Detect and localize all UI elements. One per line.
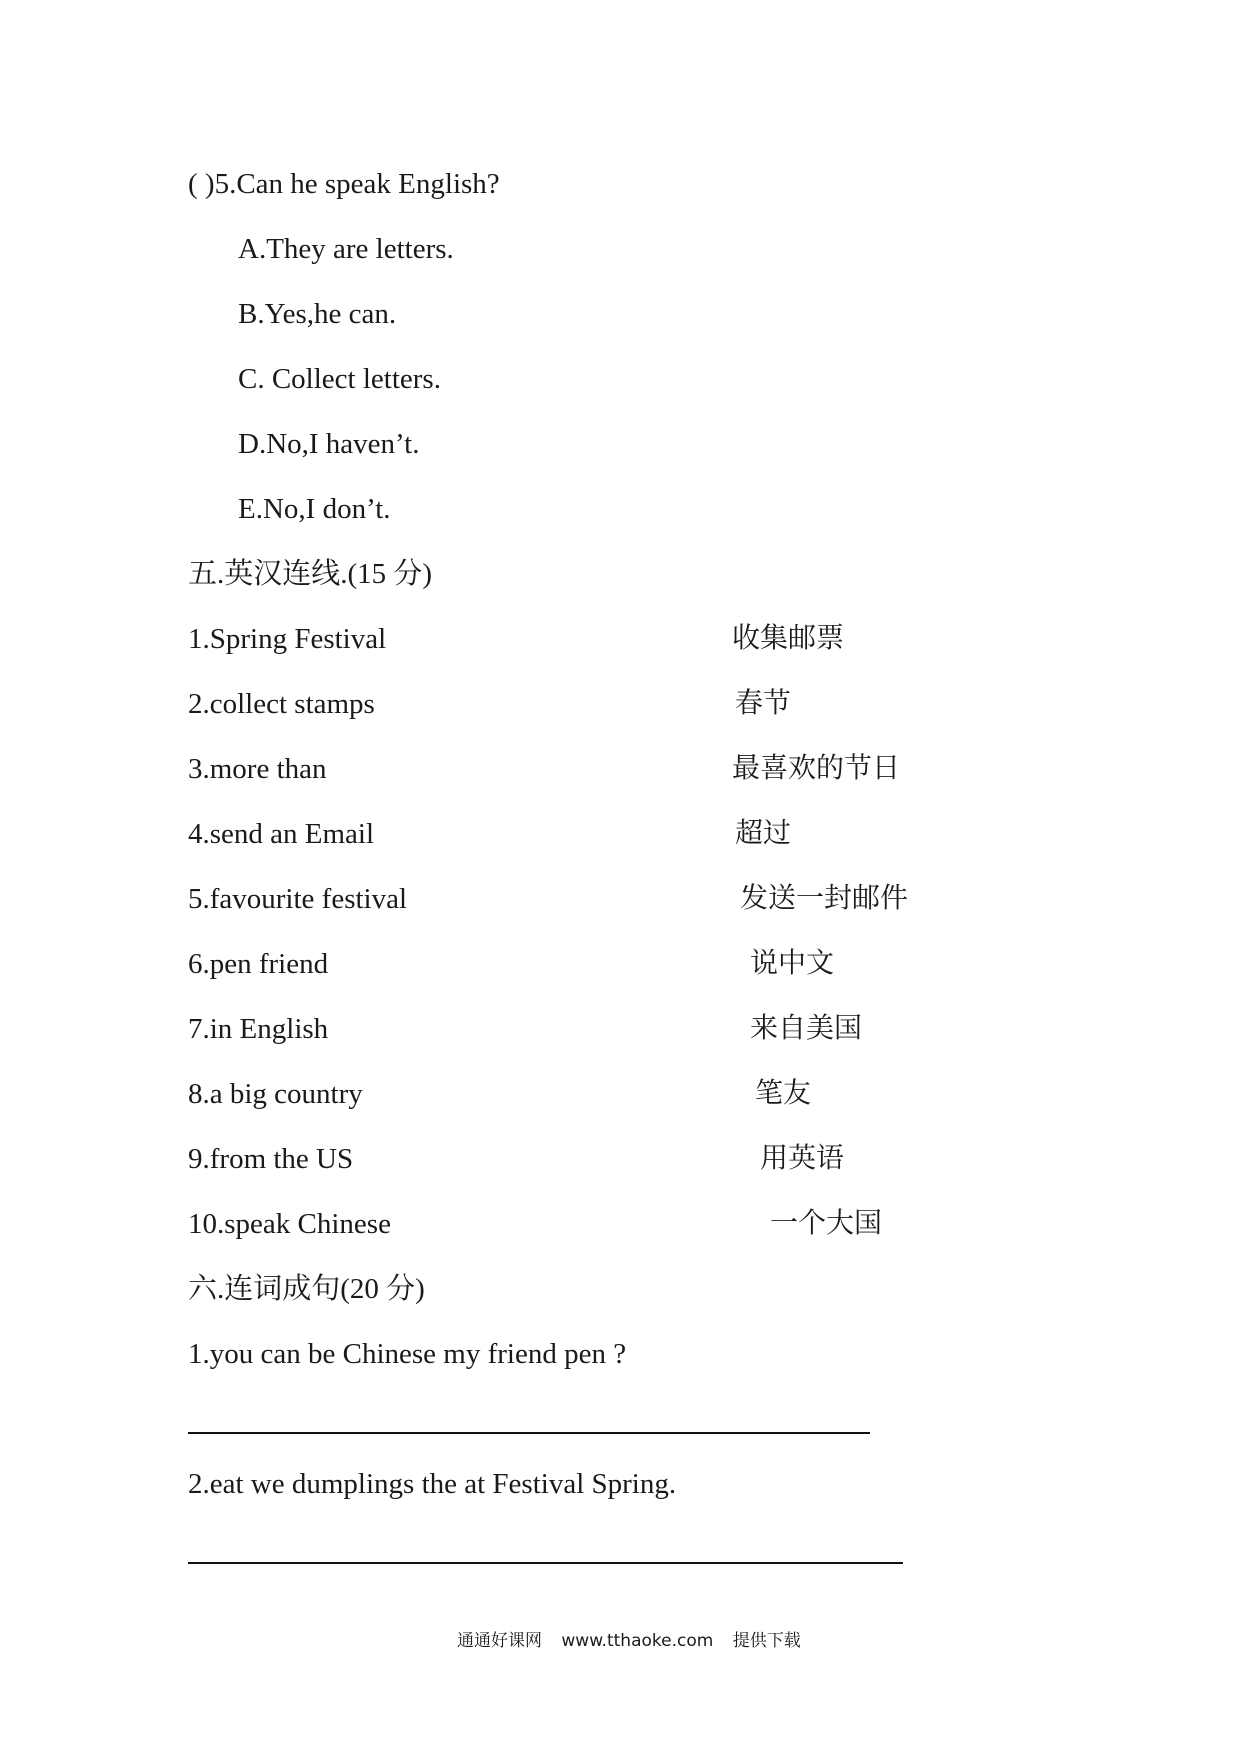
match-chinese-item: 超过 bbox=[735, 816, 792, 849]
match-chinese-item: 春节 bbox=[735, 686, 792, 719]
match-english-item: 9.from the US bbox=[188, 1143, 354, 1175]
match-chinese-item: 来自美国 bbox=[750, 1011, 863, 1044]
page-footer bbox=[457, 1626, 815, 1651]
match-chinese-item: 一个大国 bbox=[770, 1206, 883, 1239]
footer-note: 提供下载 bbox=[732, 1631, 801, 1651]
match-english-item: 10.speak Chinese bbox=[188, 1208, 391, 1240]
match-english-item: 4.send an Email bbox=[188, 818, 375, 850]
match-chinese-item: 收集邮票 bbox=[732, 621, 845, 654]
match-chinese-item: 发送一封邮件 bbox=[740, 881, 909, 914]
option-a: A.They are letters. bbox=[238, 233, 454, 265]
match-english-item: 3.more than bbox=[188, 753, 327, 785]
footer-url: www.tthaoke.com bbox=[561, 1631, 714, 1651]
match-english-item: 1.Spring Festival bbox=[188, 623, 387, 655]
option-e: E.No,I don’t. bbox=[238, 493, 391, 525]
footer-site-name: 通通好课网 bbox=[457, 1631, 542, 1651]
match-english-item: 6.pen friend bbox=[188, 948, 329, 980]
match-english-item: 8.a big country bbox=[188, 1078, 363, 1110]
option-b: B.Yes,he can. bbox=[238, 298, 397, 330]
question-5: ( )5.Can he speak English? bbox=[188, 168, 500, 200]
option-d: D.No,I haven’t. bbox=[238, 428, 420, 460]
answer-line bbox=[188, 1562, 903, 1564]
sentence-item: 1.you can be Chinese my friend pen ? bbox=[188, 1338, 627, 1370]
match-english-item: 2.collect stamps bbox=[188, 688, 375, 720]
section-6-heading: 六.连词成句(20 分) bbox=[188, 1273, 425, 1305]
sentence-item: 2.eat we dumplings the at Festival Spring. bbox=[188, 1468, 677, 1500]
match-chinese-item: 用英语 bbox=[760, 1141, 845, 1174]
section-5-heading: 五.英汉连线.(15 分) bbox=[188, 558, 433, 590]
answer-line bbox=[188, 1432, 870, 1434]
option-c: C. Collect letters. bbox=[238, 363, 441, 395]
match-chinese-item: 笔友 bbox=[755, 1076, 812, 1109]
match-chinese-item: 说中文 bbox=[750, 946, 835, 979]
match-english-item: 5.favourite festival bbox=[188, 883, 408, 915]
match-english-item: 7.in English bbox=[188, 1013, 329, 1045]
match-chinese-item: 最喜欢的节日 bbox=[732, 751, 901, 784]
